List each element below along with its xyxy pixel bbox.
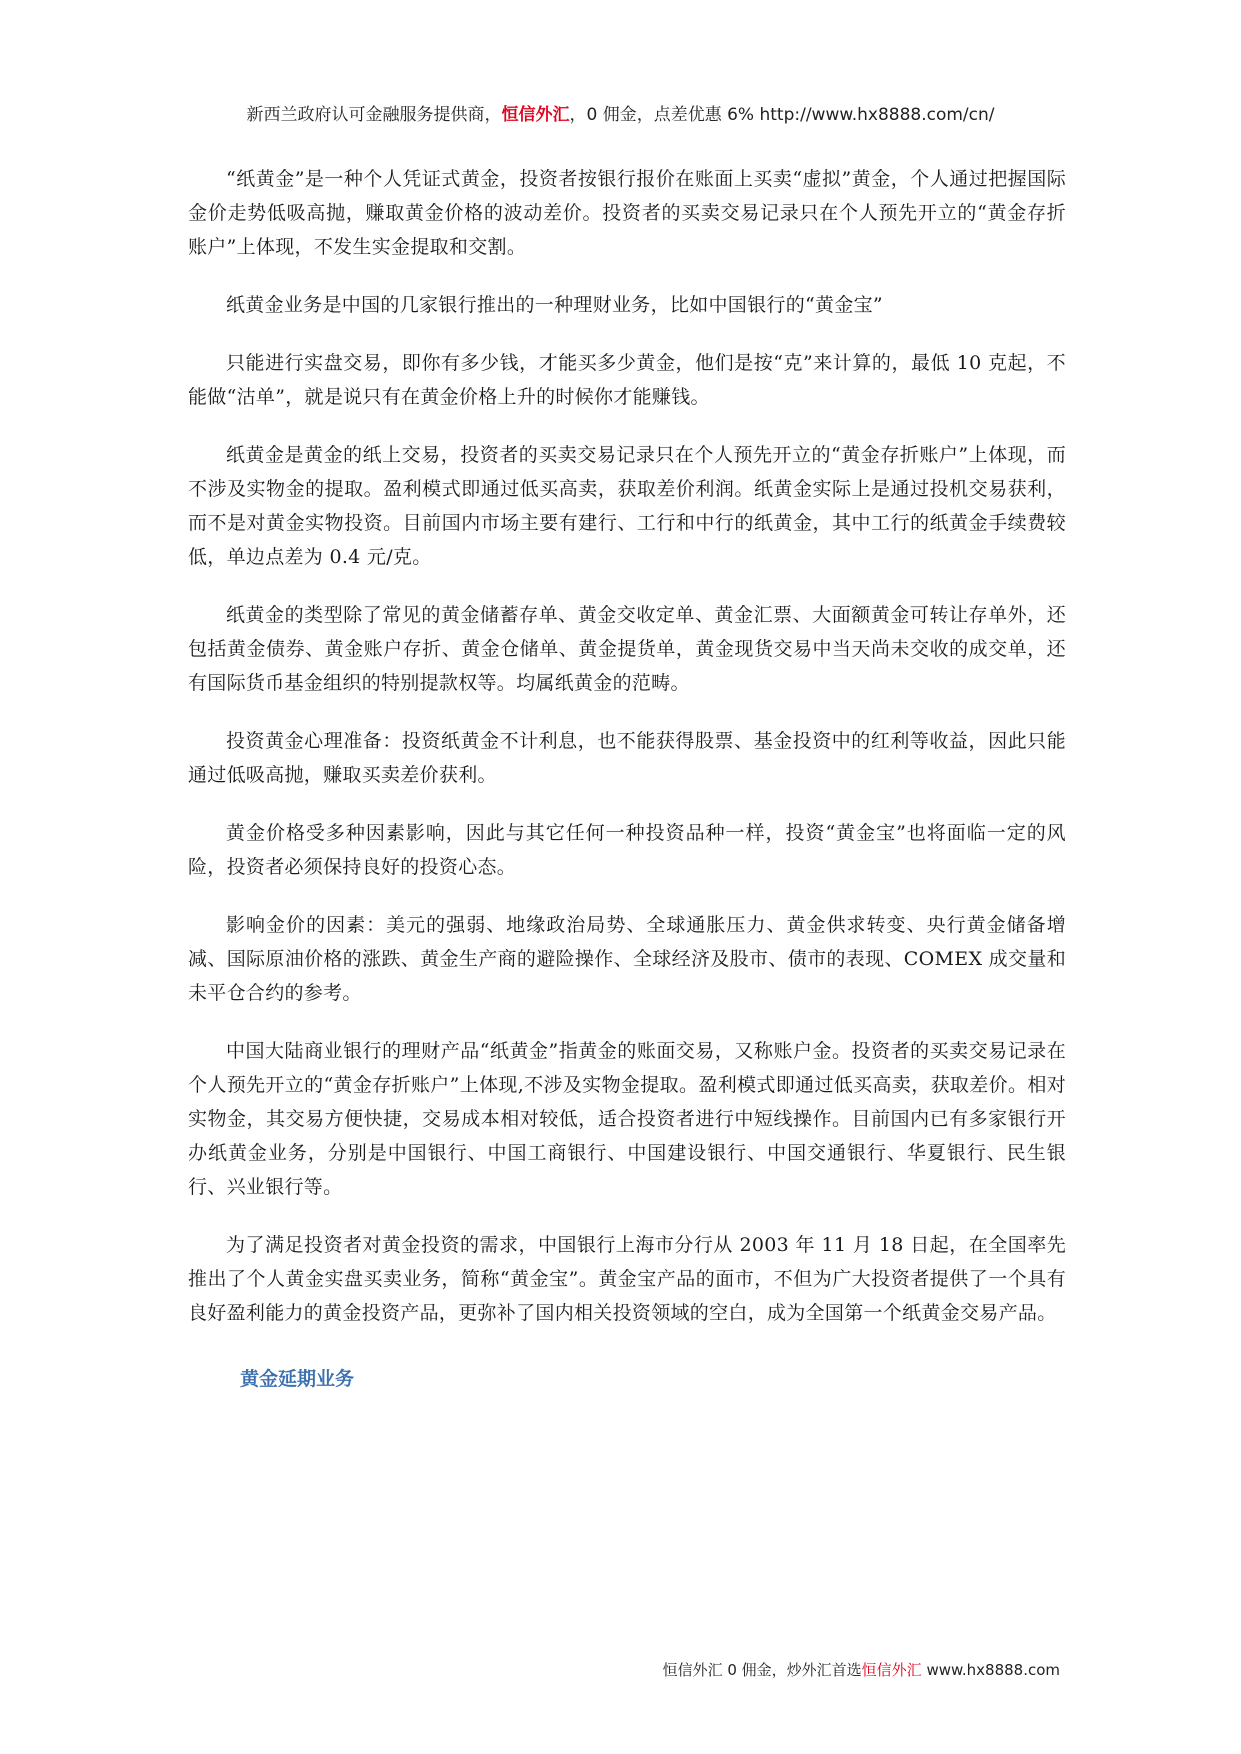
paragraph-2: 纸黄金业务是中国的几家银行推出的一种理财业务，比如中国银行的“黄金宝” (226, 294, 883, 316)
paragraph-6: 投资黄金心理准备：投资纸黄金不计利息，也不能获得股票、基金投资中的红利等收益，因此只能通过低吸高抛，赚取买卖差价获利。 (188, 730, 1066, 786)
header-suffix: ，0 佣金，点差优惠 6% http://www.hx8888.com/cn/ (569, 105, 995, 125)
header-brand-link[interactable]: 恒信外汇 (501, 105, 570, 125)
paragraph-10: 为了满足投资者对黄金投资的需求，中国银行上海市分行从 2003 年 11 月 18 日起，在全国率先推出了个人黄金实盘买卖业务，简称“黄金宝”。黄金宝产品的面市，不但为广大投资者提供了一个具有良好盈利能力的黄金投资产品，更弥补了国内相关投资领域的空白，成为全国第一个纸黄金交易产品。 (188, 1234, 1066, 1324)
footer-prefix: 恒信外汇 0 佣金，炒外汇首选 (662, 1661, 862, 1679)
paragraph-8: 影响金价的因素：美元的强弱、地缘政治局势、全球通胀压力、黄金供求转变、央行黄金储备增减、国际原油价格的涨跌、黄金生产商的避险操作、全球经济及股市、债市的表现、COMEX 成交量和未平仓合约的参考。 (188, 914, 1066, 1004)
paragraph-4: 纸黄金是黄金的纸上交易，投资者的买卖交易记录只在个人预先开立的“黄金存折账户”上体现，而不涉及实物金的提取。盈利模式即通过低买高卖，获取差价利润。纸黄金实际上是通过投机交易获利，而不是对黄金实物投资。目前国内市场主要有建行、工行和中行的纸黄金，其中工行的纸黄金手续费较低，单边点差为 0.4 元/克。 (188, 444, 1066, 568)
paragraph-9: 中国大陆商业银行的理财产品“纸黄金”指黄金的账面交易，又称账户金。投资者的买卖交易记录在个人预先开立的“黄金存折账户”上体现,不涉及实物金提取。盈利模式即通过低买高卖，获取差价。相对实物金，其交易方便快捷，交易成本相对较低，适合投资者进行中短线操作。目前国内已有多家银行开办纸黄金业务，分别是中国银行、中国工商银行、中国建设银行、中国交通银行、华夏银行、民生银行、兴业银行等。 (188, 1040, 1066, 1198)
paragraph-3: 只能进行实盘交易，即你有多少钱，才能买多少黄金，他们是按“克”来计算的，最低 10 克起，不能做“沽单”，就是说只有在黄金价格上升的时候你才能赚钱。 (188, 352, 1066, 408)
document-body (188, 162, 1066, 1391)
header-prefix: 新西兰政府认可金融服务提供商， (246, 105, 502, 125)
paragraph-1: “纸黄金”是一种个人凭证式黄金，投资者按银行报价在账面上买卖“虚拟”黄金，个人通过把握国际金价走势低吸高抛，赚取黄金价格的波动差价。投资者的买卖交易记录只在个人预先开立的“黄金存折账户”上体现，不发生实金提取和交割。 (188, 168, 1066, 258)
section-heading: 黄金延期业务 (240, 1368, 355, 1390)
paragraph-5: 纸黄金的类型除了常见的黄金储蓄存单、黄金交收定单、黄金汇票、大面额黄金可转让存单外，还包括黄金债券、黄金账户存折、黄金仓储单、黄金提货单，黄金现货交易中当天尚未交收的成交单，还有国际货币基金组织的特别提款权等。均属纸黄金的范畴。 (188, 604, 1066, 694)
footer-suffix[interactable]: www.hx8888.com (921, 1661, 1060, 1679)
page-header (0, 100, 1241, 125)
footer-brand-link[interactable]: 恒信外汇 (861, 1661, 922, 1679)
paragraph-7: 黄金价格受多种因素影响，因此与其它任何一种投资品种一样，投资“黄金宝”也将面临一定的风险，投资者必须保持良好的投资心态。 (188, 822, 1066, 878)
page-footer (0, 1659, 1060, 1680)
